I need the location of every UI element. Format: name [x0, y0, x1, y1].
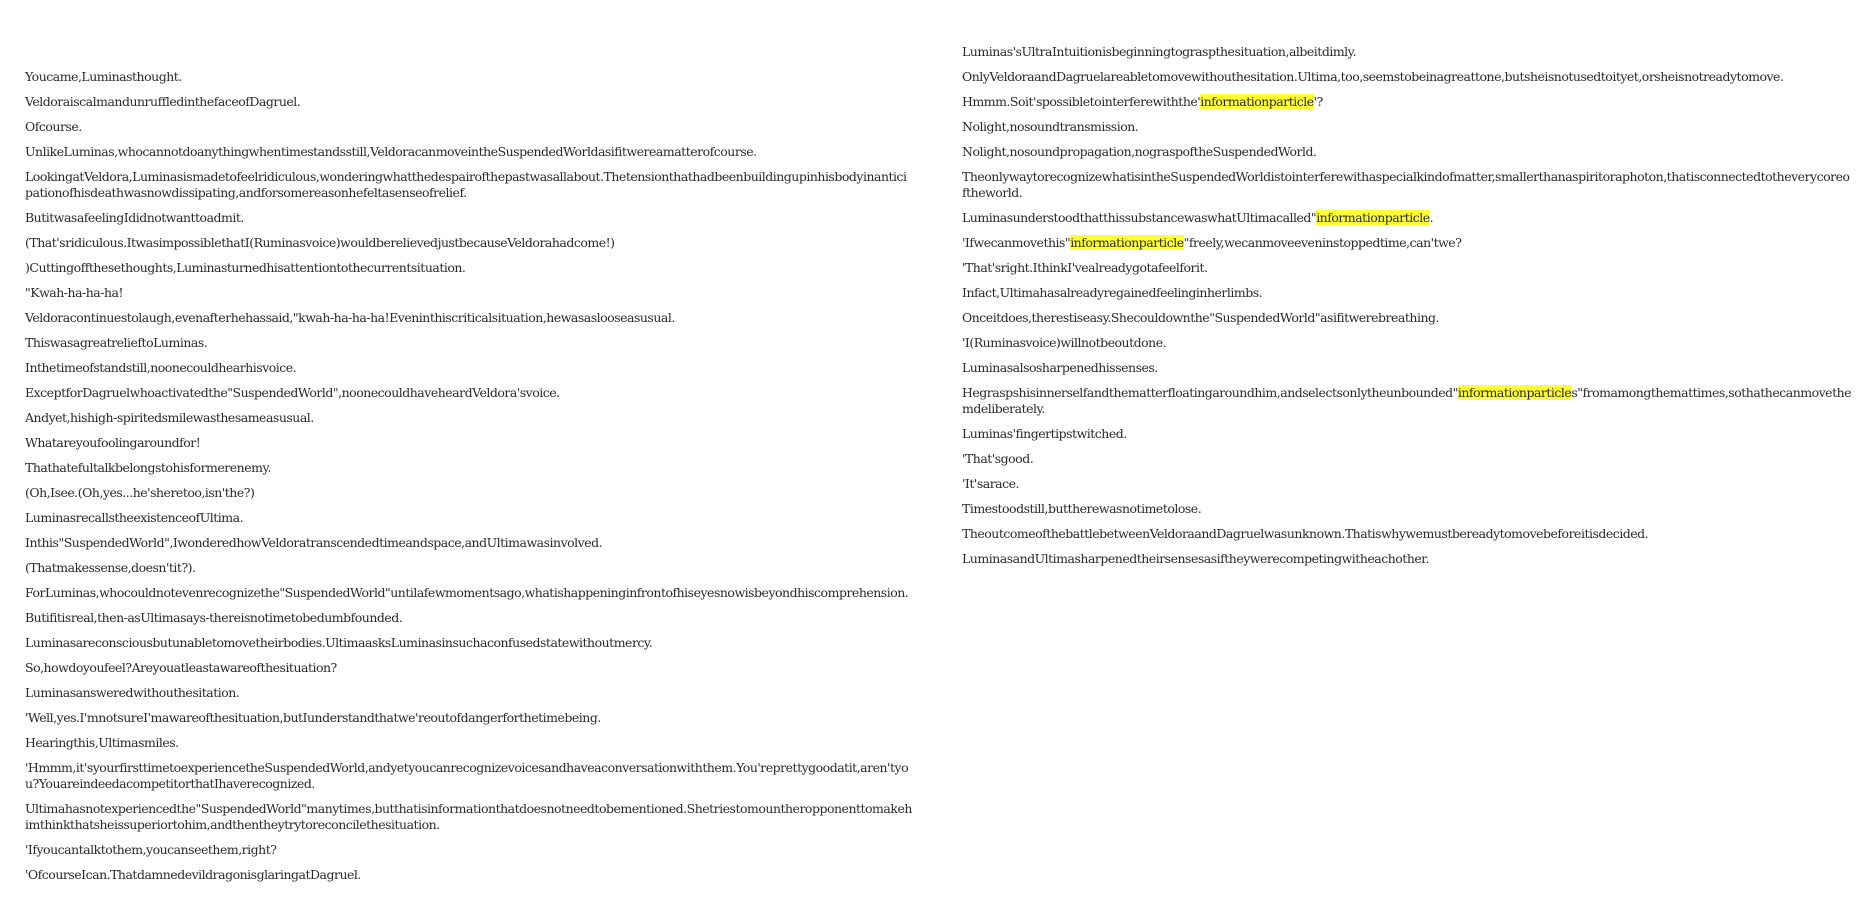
paragraph-text: 'I(Ruminasvoice)willnotbeoutdone.: [962, 335, 1167, 350]
paragraph: [962, 119, 1852, 135]
paragraph: Butifitisreal,then-asUltimasays-thereisnotimetobedumbfounded.: [25, 610, 403, 625]
paragraph-text: Nolight,nosoundpropagation,nograspoftheSuspendedWorld.: [962, 144, 1317, 159]
paragraph-text: Luminas'sUltraIntuitionisbeginningtograspthesituation,albeitdimly.: [962, 44, 1357, 59]
highlighted-term: informationparticle: [1070, 235, 1184, 250]
paragraph: Luminasansweredwithouthesitation.: [25, 685, 240, 700]
paragraph-text: 'Ifwecanmovethis": [962, 235, 1071, 250]
paragraph: 'OfcourseIcan.ThatdamnedevildragonisglaringatDagruel.: [25, 867, 361, 882]
paragraph: [962, 210, 1852, 226]
paragraph: [962, 94, 1852, 110]
paragraph: [962, 44, 1852, 60]
paragraph-text: .: [1429, 210, 1434, 225]
paragraph-text: TheoutcomeofthebattlebetweenVeldoraandDagruelwasunknown.Thatiswhywemustbereadytomovebeforeitisdecided.: [962, 526, 1649, 541]
paragraph: Andyet,hishigh-spiritedsmilewasthesameasusual.: [25, 410, 314, 425]
paragraph-text: Timestoodstill,buttherewasnotimetolose.: [962, 501, 1202, 516]
paragraph-text: TheonlywaytorecognizewhatisintheSuspendedWorldistointerferewithaspecialkindofmatter,smallerthanaspiritoraphoton,thatisconnectedtotheverycoreoftheworld.: [962, 169, 1850, 200]
paragraph: [962, 451, 1852, 467]
paragraph: (Oh,Isee.(Oh,yes...he'sheretoo,isn'the?): [25, 485, 255, 500]
paragraph: Youcame,Luminasthought.: [25, 69, 182, 84]
right-text-column: [962, 0, 1852, 576]
paragraph: Inthetimeofstandstill,noonecouldhearhisvoice.: [25, 360, 297, 375]
paragraph: "Kwah-ha-ha-ha!: [25, 285, 123, 300]
paragraph: Veldoracontinuestolaugh,evenafterhehassaid,"kwah-ha-ha-ha!Eveninthiscriticalsituation,hewasaslooseasusual.: [25, 310, 675, 325]
paragraph: ExceptforDagruelwhoactivatedthe"SuspendedWorld",noonecouldhaveheardVeldora'svoice.: [25, 385, 560, 400]
paragraph: Inthis"SuspendedWorld",IwonderedhowVeldoratranscendedtimeandspace,andUltimawasinvolved.: [25, 535, 603, 550]
paragraph: [962, 69, 1852, 85]
paragraph: [962, 426, 1852, 442]
paragraph: [962, 169, 1852, 201]
paragraph-text: "freely,wecanmoveeveninstoppedtime,can'twe?: [1183, 235, 1462, 250]
paragraph: Luminasareconsciousbutunabletomovetheirbodies.UltimaasksLuminasinsuchaconfusedstatewithoutmercy.: [25, 635, 653, 650]
paragraph: 'Hmmm,it'syourfirsttimetoexperiencetheSuspendedWorld,andyetyoucanrecognizevoicesandhaveaconversationwiththem.You'reprettygoodatit,aren'tyou?YouareindeedacompetitorthatIhaverecognized.: [25, 760, 909, 791]
highlighted-term: informationparticle: [1200, 94, 1314, 109]
paragraph: Ultimahasnotexperiencedthe"SuspendedWorld"manytimes,butthatisinformationthatdoesnotneedtobementioned.Shetriestomountheropponenttomakehimthinkthatsheissuperiortohim,andthentheytrytoreconcilethesituation.: [25, 801, 912, 832]
paragraph-text: '?: [1313, 94, 1323, 109]
paragraph: )Cuttingoffthesethoughts,Luminasturnedhisattentiontothecurrentsituation.: [25, 260, 466, 275]
paragraph-text: LuminasunderstoodthatthissubstancewaswhatUltimacalled": [962, 210, 1317, 225]
highlighted-term: informationparticle: [1316, 210, 1430, 225]
paragraph-text: Hmmm.Soit'spossibletointerferewiththe': [962, 94, 1201, 109]
paragraph-text: Nolight,nosoundtransmission.: [962, 119, 1139, 134]
paragraph: Ofcourse.: [25, 119, 82, 134]
paragraph: [962, 144, 1852, 160]
paragraph-text: Hegraspshisinnerselfandthematterfloatingaroundhim,andselectsonlytheunbounded": [962, 385, 1458, 400]
paragraph: [962, 526, 1852, 542]
paragraph: [962, 285, 1852, 301]
paragraph: 'Well,yes.I'mnotsureI'mawareofthesituation,butIunderstandthatwe'reoutofdangerforthetimebeing.: [25, 710, 601, 725]
paragraph: Hearingthis,Ultimasmiles.: [25, 735, 179, 750]
paragraph: [962, 260, 1852, 276]
paragraph-text: 'It'sarace.: [962, 476, 1019, 491]
paragraph: 'Ifyoucantalktothem,youcanseethem,right?: [25, 842, 277, 857]
paragraph-text: 'That'sgood.: [962, 451, 1034, 466]
paragraph: LuminasrecallstheexistenceofUltima.: [25, 510, 244, 525]
paragraph: ThiswasagreatrelieftoLuminas.: [25, 335, 208, 350]
paragraph: So,howdoyoufeel?Areyouatleastawareofthesituation?: [25, 660, 337, 675]
paragraph: [962, 501, 1852, 517]
paragraph: UnlikeLuminas,whocannotdoanythingwhentimestandsstill,VeldoracanmoveintheSuspendedWorldasifitwereamatterofcourse.: [25, 144, 757, 159]
left-text-column: [25, 0, 913, 892]
paragraph-text: s"fromamongthemattimes,sothathecanmovethemdeliberately.: [962, 385, 1852, 416]
paragraph: [962, 335, 1852, 351]
paragraph: VeldoraiscalmandunruffledinthefaceofDagruel.: [25, 94, 301, 109]
paragraph: [962, 360, 1852, 376]
paragraph: (Thatmakessense,doesn'tit?).: [25, 560, 196, 575]
paragraph: [962, 235, 1852, 251]
paragraph-text: Infact,Ultimahasalreadyregainedfeelinginherlimbs.: [962, 285, 1263, 300]
paragraph: [962, 551, 1852, 567]
paragraph-text: 'That'sright.IthinkI'vealreadygotafeelforit.: [962, 260, 1208, 275]
paragraph: (That'sridiculous.ItwasimpossiblethatI(Ruminasvoice)wouldberelievedjustbecauseVeldorahadcome!): [25, 235, 615, 250]
paragraph-text: LuminasandUltimasharpenedtheirsensesasiftheywerecompetingwitheachother.: [962, 551, 1429, 566]
paragraph: Whatareyoufoolingaroundfor!: [25, 435, 201, 450]
paragraph: Thathatefultalkbelongstohisformerenemy.: [25, 460, 271, 475]
highlighted-term: informationparticle: [1457, 385, 1572, 400]
paragraph-text: Luminasalsosharpenedhissenses.: [962, 360, 1158, 375]
paragraph-text: Luminas'fingertipstwitched.: [962, 426, 1127, 441]
paragraph: ForLuminas,whocouldnotevenrecognizethe"SuspendedWorld"untilafewmomentsago,whatishappeninginfrontofhiseyesnowisbeyondhiscomprehension.: [25, 585, 909, 600]
paragraph-text: OnlyVeldoraandDagruelareabletomovewithouthesitation.Ultima,too,seemstobeinagreattone,butsheisnotusedtoityet,orsheisnotreadytomove.: [962, 69, 1784, 84]
paragraph: [962, 476, 1852, 492]
paragraph: ButitwasafeelingIdidnotwanttoadmit.: [25, 210, 244, 225]
paragraph-text: Onceitdoes,therestiseasy.Shecouldownthe"SuspendedWorld"asifitwerebreathing.: [962, 310, 1439, 325]
paragraph: [962, 385, 1852, 417]
paragraph: LookingatVeldora,Luminasismadetofeelridiculous,wonderingwhatthedespairofthepastwasallabout.Thetensionthathadbeenbuildinguрinhisbodyinanticipationofhisdeathwasnowdissipating,andforsomereasonhefeltasenseofrelief.: [25, 169, 907, 200]
paragraph: [962, 310, 1852, 326]
